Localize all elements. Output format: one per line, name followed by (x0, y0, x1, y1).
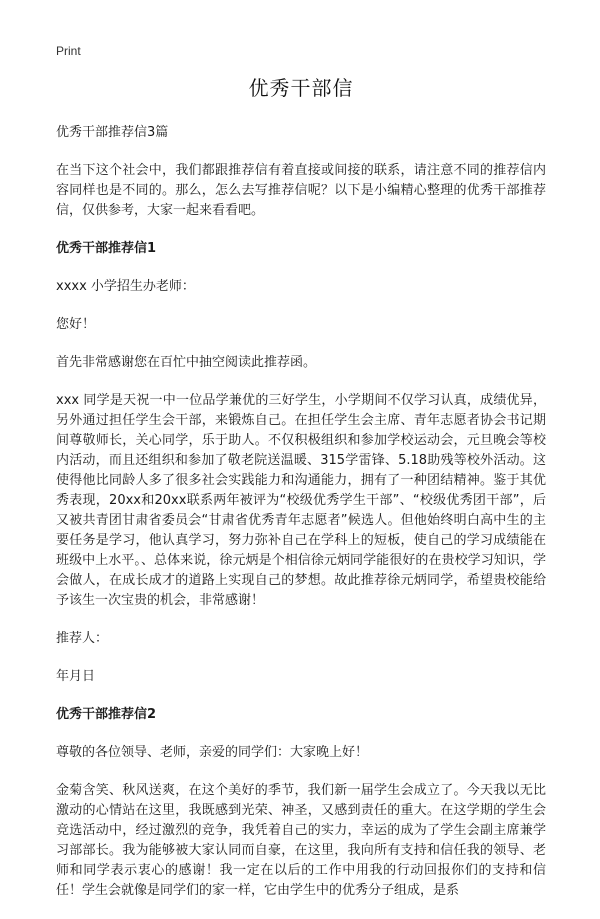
letter2-salutation: 尊敬的各位领导、老师，亲爱的同学们：大家晚上好！ (56, 745, 369, 760)
intro-paragraph: 在当下这个社会中，我们都跟推荐信有着直接或间接的联系，请注意不同的推荐信内容同样也是不同的。那么，怎么去写推荐信呢？以下是小编精心整理的优秀干部推荐信，仅供参考，大家一起来看看吧。 (56, 163, 546, 218)
letter1-recommender: 推荐人： (56, 631, 109, 646)
print-label[interactable]: Print (56, 44, 81, 58)
letter1-opening: 首先非常感谢您在百忙中抽空阅读此推荐函。 (56, 355, 317, 370)
letter1-salutation: xxxx 小学招生办老师： (56, 279, 195, 294)
document-body (56, 72, 546, 919)
letter1-heading: 优秀干部推荐信1 (56, 241, 157, 256)
letter1-body: xxx 同学是天祝一中一位品学兼优的三好学生，小学期间不仅学习认真，成绩优异，另外通过担任学生会干部，来锻炼自己。在担任学生会主席、青年志愿者协会书记期间尊敬师长，关心同学，乐于助人。不仅积极组织和参加学校运动会，元旦晚会等校内活动，而且还组织和参加了敬老院送温暖、315学雷锋、5.18助残等校外活动。这使得他比同龄人多了很多社会实践能力和沟通能力，拥有了一种团结精神。鉴于其优秀表现，20xx和20xx联系两年被评为“校级优秀学生干部”、“校级优秀团干部”，后又被共青团甘肃省委员会“甘肃省优秀青年志愿者”候选人。但他始终明白高中生的主要任务是学习，他认真学习，努力弥补自己在学科上的短板，使自己的学习成绩能在班级中上水平。、总体来说，徐元炳是个相信徐元炳同学能很好的在贵校学习知识，学会做人，在成长成才的道路上实现自己的梦想。故此推荐徐元炳同学，希望贵校能给予该生一次宝贵的机会，非常感谢！ (56, 393, 546, 608)
letter1-date: 年月日 (56, 669, 96, 684)
subtitle: 优秀干部推荐信3篇 (56, 125, 169, 140)
letter1-greeting: 您好！ (56, 317, 96, 332)
letter2-body: 金菊含笑、秋风送爽，在这个美好的季节，我们新一届学生会成立了。今天我以无比激动的心情站在这里，我既感到光荣、神圣，又感到责任的重大。在这学期的学生会竞选活动中，经过激烈的竞争，我凭着自己的实力，幸运的成为了学生会副主席兼学习部部长。我为能够被大家认同而自豪，在这里，我向所有支持和信任我的领导、老师和同学表示衷心的感谢！我一定在以后的工作中用我的行动回报你们的支持和信任！学生会就像是同学们的家一样，它由学生中的优秀分子组成，是系 (56, 783, 546, 898)
page-title: 优秀干部信 (248, 76, 354, 100)
letter2-heading: 优秀干部推荐信2 (56, 707, 157, 722)
